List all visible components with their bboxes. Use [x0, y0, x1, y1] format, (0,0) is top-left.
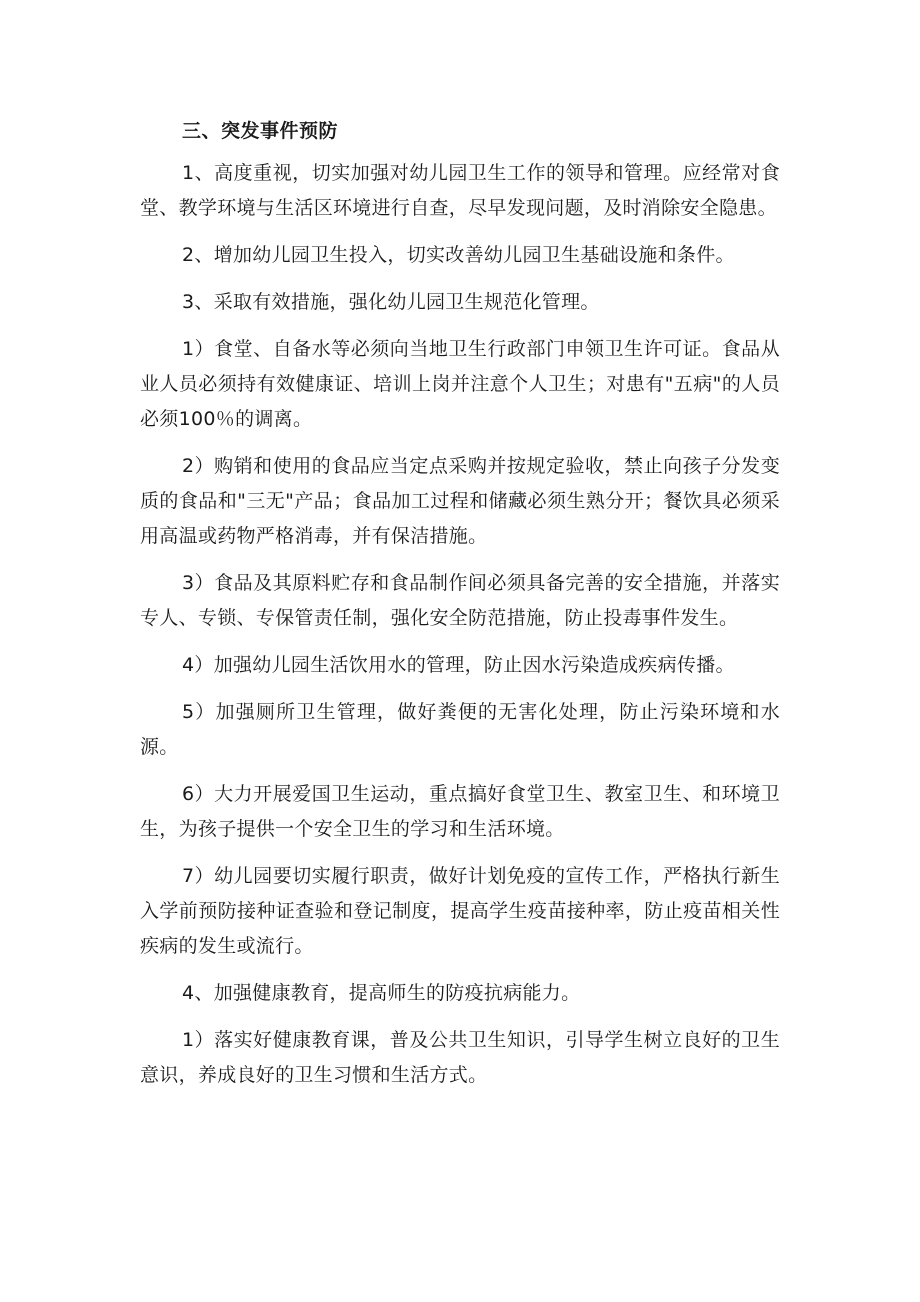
paragraph-11: 4、加强健康教育，提高师生的防疫抗病能力。: [182, 982, 581, 1004]
paragraph-4: 1）食堂、自备水等必须向当地卫生行政部门申领卫生许可证。食品从业人员必须持有效健康证、培训上岗并注意个人卫生；对患有"五病"的人员必须100％的调离。: [140, 338, 780, 430]
paragraph-3: 3、采取有效措施，强化幼儿园卫生规范化管理。: [182, 291, 600, 313]
paragraph-5: 2）购销和使用的食品应当定点采购并按规定验收，禁止向孩子分发变质的食品和"三无"产品；食品加工过程和储藏必须生熟分开；餐饮具必须采用高温或药物严格消毒，并有保洁措施。: [140, 455, 780, 547]
paragraph-2: 2、增加幼儿园卫生投入，切实改善幼儿园卫生基础设施和条件。: [182, 244, 735, 266]
paragraph-7: 4）加强幼儿园生活饮用水的管理，防止因水污染造成疾病传播。: [182, 654, 735, 676]
paragraph-10: 7）幼儿园要切实履行职责，做好计划免疫的宣传工作，严格执行新生入学前预防接种证查验和登记制度，提高学生疫苗接种率，防止疫苗相关性疾病的发生或流行。: [140, 865, 780, 957]
section-heading: 三、突发事件预防: [182, 120, 339, 142]
paragraph-9: 6）大力开展爱国卫生运动，重点搞好食堂卫生、教室卫生、和环境卫生，为孩子提供一个安全卫生的学习和生活环境。: [140, 783, 780, 840]
document-page: [140, 112, 780, 1105]
paragraph-1: 1、高度重视，切实加强对幼儿园卫生工作的领导和管理。应经常对食堂、教学环境与生活区环境进行自查，尽早发现问题，及时消除安全隐患。: [140, 162, 780, 219]
paragraph-8: 5）加强厕所卫生管理，做好粪便的无害化处理，防止污染环境和水源。: [140, 701, 780, 758]
paragraph-6: 3）食品及其原料贮存和食品制作间必须具备完善的安全措施，并落实专人、专锁、专保管责任制，强化安全防范措施，防止投毒事件发生。: [140, 572, 780, 629]
paragraph-12: 1）落实好健康教育课，普及公共卫生知识，引导学生树立良好的卫生意识，养成良好的卫生习惯和生活方式。: [140, 1029, 780, 1086]
